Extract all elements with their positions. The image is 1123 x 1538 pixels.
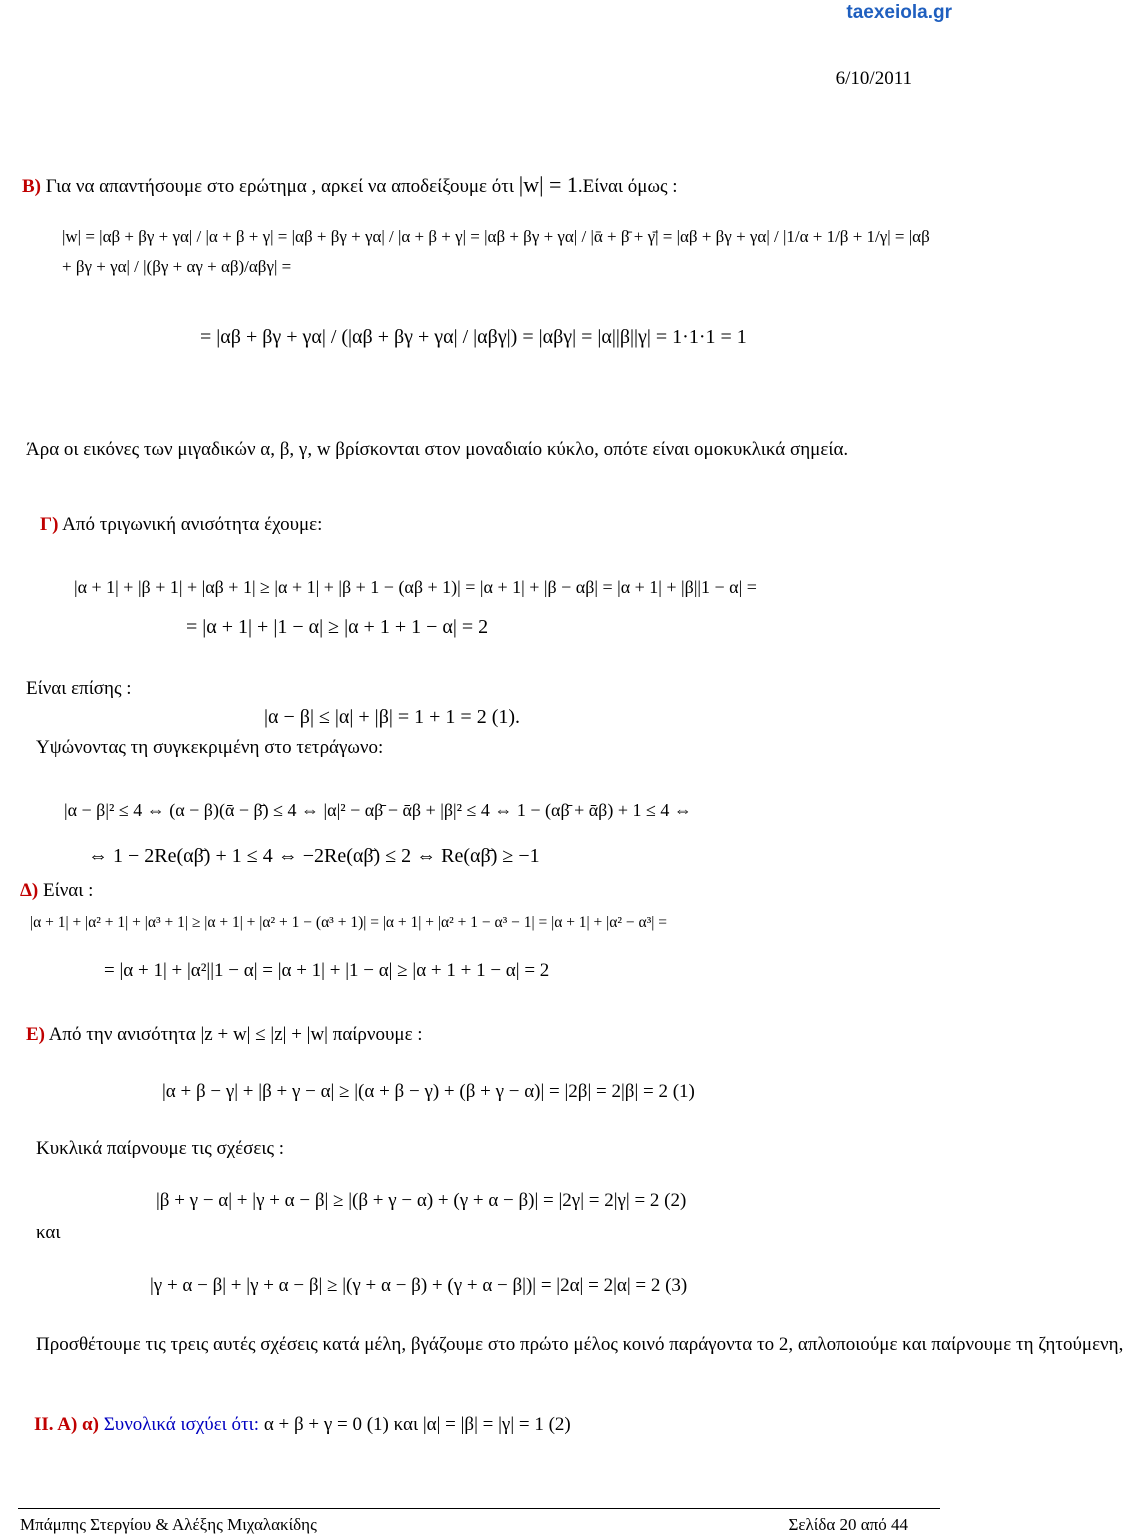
section-d-intro (20, 880, 93, 902)
section-ii-label: ΙΙ. Α) α) (34, 1414, 99, 1435)
section-d-equation-1: |α + 1| + |α² + 1| + |α³ + 1| ≥ |α + 1| + |α² + 1 − (α³ + 1)| = |α + 1| + |α² + 1 − α³ − 1| = |α + 1| + |α² − α³| = (30, 914, 668, 931)
section-e-intro-text-2: παίρνουμε : (332, 1024, 423, 1045)
section-b-equation-2: = |αβ + βγ + γα| / (|αβ + βγ + γα| / |αβγ|) = |αβγ| = |α||β||γ| = 1·1·1 = 1 (200, 326, 747, 348)
section-g-intro-text: Από τριγωνική ανισότητα έχουμε: (62, 514, 323, 535)
header-date: 6/10/2011 (835, 68, 912, 89)
section-d-intro-text: Είναι : (43, 880, 94, 901)
section-d-label: Δ) (20, 880, 39, 901)
section-g-equation-1: |α + 1| + |β + 1| + |αβ + 1| ≥ |α + 1| + |β + 1 − (αβ + 1)| = |α + 1| + |β − αβ| = |α + 1| + |β||1 − α| = (74, 577, 757, 597)
section-e-equation-1: |α + β − γ| + |β + γ − α| ≥ |(α + β − γ) + (β + γ − α)| = |2β| = 2|β| = 2 (1) (162, 1081, 695, 1102)
section-b-conclusion: Άρα οι εικόνες των μιγαδικών α, β, γ, w βρίσκονται στον μοναδιαίο κύκλο, οπότε είναι ομοκυκλικά σημεία. (26, 439, 849, 460)
section-g-squaring: Υψώνοντας τη συγκεκριμένη στο τετράγωνο: (36, 737, 384, 758)
section-b-label: Β) (22, 176, 41, 197)
section-e-and: και (36, 1222, 61, 1243)
site-name: taexeiola.gr (846, 2, 952, 23)
section-e-intro-text: Από την ανισότητα (48, 1024, 196, 1045)
footer-rule (18, 1508, 940, 1509)
section-g-equation-5: ⇔ 1 − 2Re(αβ̄) + 1 ≤ 4 ⇔ −2Re(αβ̄) ≤ 2 ⇔ Re(αβ̄) ≥ −1 (88, 845, 540, 867)
section-e-equation-3: |γ + α − β| + |γ + α − β| ≥ |(γ + α − β) + (γ + α − β|)| = |2α| = 2|α| = 2 (3) (150, 1275, 688, 1296)
section-g-equation-4: |α − β|² ≤ 4 ⇔ (α − β)(ᾱ − β̄) ≤ 4 ⇔ |α|² − αβ̄ − ᾱβ + |β|² ≤ 4 ⇔ 1 − (αβ̄ + ᾱβ) + 1 ≤ 4 ⇔ (64, 800, 692, 820)
footer-authors: Μπάμπης Στεργίου & Αλέξης Μιχαλακίδης (20, 1515, 317, 1534)
section-b-equation-1: |w| = |αβ + βγ + γα| / |α + β + γ| = |αβ + βγ + γα| / |α + β + γ| = |αβ + βγ + γα| / |ᾱ + β̄ + γ̄| = |αβ + βγ + γα| / |1/α + 1/β + 1/γ| = |αβ + βγ + γα| / |(βγ + αγ + αβ)/αβγ| = (62, 227, 930, 276)
section-ii-equation: α + β + γ = 0 (1) και |α| = |β| = |γ| = 1 (2) (263, 1414, 571, 1435)
section-b-continue: .Είναι όμως : (577, 176, 678, 197)
section-b-condition: |w| = 1 (518, 172, 578, 197)
section-d-equation-2: = |α + 1| + |α²||1 − α| = |α + 1| + |1 − α| ≥ |α + 1 + 1 − α| = 2 (104, 960, 550, 981)
section-ii (34, 1414, 571, 1436)
section-e-cyclic: Κυκλικά παίρνουμε τις σχέσεις : (36, 1138, 285, 1159)
section-e-inequality: |z + w| ≤ |z| + |w| (200, 1024, 328, 1045)
section-g-equation-2: = |α + 1| + |1 − α| ≥ |α + 1 + 1 − α| = 2 (186, 616, 489, 638)
section-g-intro (40, 514, 322, 536)
section-e-closing: Προσθέτουμε τις τρεις αυτές σχέσεις κατά μέλη, βγάζουμε στο πρώτο μέλος κοινό παράγοντα το 2, απλοποιούμε και παίρνουμε τη ζητούμενη, (36, 1334, 1123, 1355)
footer-page: Σελίδα 20 από 44 (788, 1515, 908, 1534)
section-e-label: Ε) (26, 1024, 45, 1045)
section-b-intro (22, 172, 678, 198)
section-e-equation-2: |β + γ − α| + |γ + α − β| ≥ |(β + γ − α) + (γ + α − β)| = |2γ| = 2|γ| = 2 (2) (156, 1190, 687, 1211)
section-g-equation-3: |α − β| ≤ |α| + |β| = 1 + 1 = 2 (1). (264, 706, 521, 728)
section-g-also: Είναι επίσης : (26, 678, 132, 699)
section-b-intro-text: Για να απαντήσουμε στο ερώτημα , αρκεί να αποδείξουμε ότι (45, 176, 515, 197)
section-g-label: Γ) (40, 514, 59, 535)
section-ii-text: Συνολικά ισχύει ότι: (103, 1414, 260, 1435)
section-e-intro (26, 1024, 423, 1046)
